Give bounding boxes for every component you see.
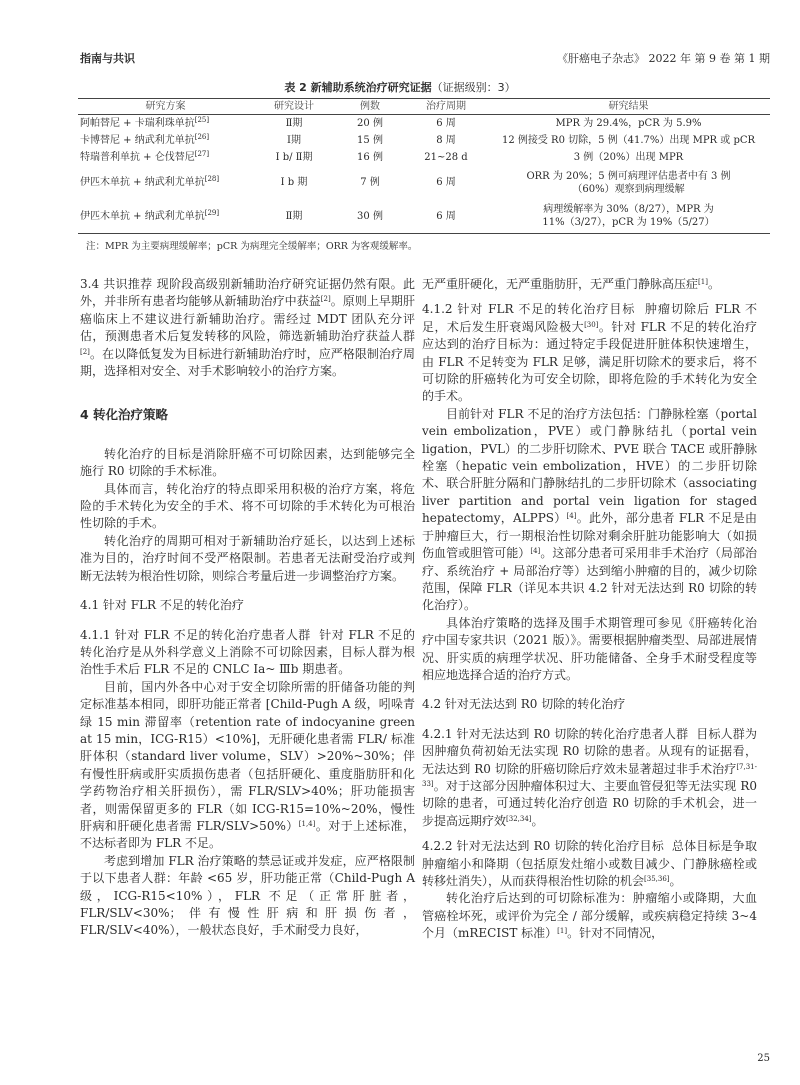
result-cell: 3 例（20%）出现 MPR <box>573 151 684 163</box>
paragraph: 转化治疗后达到的可切除标准为：肿瘤缩小或降期，大血管癌栓坏死，或评价为完全 / 部分缓解，或疾病稳定持续 3~4 个月（mRECIST 标准）[1]。针对不同情况， <box>422 891 757 941</box>
design-cell: Ⅱ期 <box>285 117 303 129</box>
page-number: 25 <box>757 1053 770 1064</box>
cases-cell: 30 例 <box>335 200 405 234</box>
scheme-cell: 阿帕替尼 + 卡瑞利珠单抗[25] <box>80 115 210 129</box>
period-cell: 21~28 d <box>424 151 468 163</box>
subsubsection-heading: 4.1.2 针对 FLR 不足的转化治疗目标 <box>422 302 636 317</box>
period-cell: 8 周 <box>436 134 456 146</box>
column-header: 研究设计 <box>253 99 335 115</box>
result-cell: 病理缓解率为 30%（8/27），MPR 为 11%（3/27），pCR 为 19%（5/27） <box>487 200 770 234</box>
paragraph: 转化治疗的目标是消除肝癌不可切除因素，达到能够完全施行 R0 切除的手术标准。 <box>80 446 415 479</box>
table-header-row <box>78 99 770 115</box>
journal-header: 《肝癌电子杂志》 2022 年 第 9 卷 第 1 期 <box>557 52 770 65</box>
paragraph: 4.2.1 针对无法达到 R0 切除的转化治疗患者人群 目标人群为因肿瘤负荷初始无法实现 R0 切除的患者。从现有的证据看，无法达到 R0 切除的肝癌切除后疗效未显著超过非手术治疗[7,31-33]。对于这部分因肿瘤体积过大、主要血管侵犯等无法实现 R0 切除的患者，可通过转化治疗创造 R0 切除的手术机会，进一步提高远期疗效[32,34]。 <box>422 726 757 828</box>
paragraph: 考虑到增加 FLR 治疗策略的禁忌证或并发症，应严格限制于以下患者人群：年龄 <65 岁，肝功能正常（Child-Pugh A 级，ICG-R15<10%），FLR 不足（正常肝脏者，FLR/SLV<30%；伴有慢性肝病和肝损伤者，FLR/SLV<40%），一般状态良好，手术耐受力良好， <box>80 853 415 938</box>
design-cell: Ⅰ期 <box>287 134 301 146</box>
paragraph: 4.1.1 针对 FLR 不足的转化治疗患者人群 针对 FLR 不足的转化治疗是从外科学意义上消除不可切除因素，目标人群为根治性手术后 FLR 不足的 CNLC Ⅰa~ Ⅲb 期患者。 <box>80 627 415 677</box>
table-row <box>78 166 770 200</box>
paragraph: 4.2.2 针对无法达到 R0 切除的转化治疗目标 总体目标是争取肿瘤缩小和降期（包括原发灶缩小或数目减少、门静脉癌栓或转移灶消失），从而获得根治性切除的机会[35,36]。 <box>422 839 757 888</box>
scheme-cell: 特瑞普利单抗 + 仑伐替尼[27] <box>80 149 210 163</box>
design-cell: Ⅱ期 <box>253 200 335 234</box>
table-row <box>78 132 770 149</box>
scheme-cell: 伊匹木单抗 + 纳武利尤单抗[28] <box>80 175 220 188</box>
paragraph: 具体治疗策略的选择及围手术期管理可参见《肝癌转化治疗中国专家共识（2021 版）》。需要根据肿瘤类型、局部进展情况、肝实质的病理学状况、肝功能储备、全身手术耐受程度等相应地选择合适的治疗方式。 <box>422 615 757 682</box>
period-cell: 6 周 <box>436 177 456 188</box>
result-cell: ORR 为 20%；5 例可病理评估患者中有 3 例（60%）观察到病理缓解 <box>526 170 731 195</box>
evidence-table <box>78 98 770 234</box>
table-row <box>78 200 770 234</box>
cases-cell: 7 例 <box>360 177 380 188</box>
table-row <box>78 149 770 166</box>
column-header: 治疗周期 <box>405 99 487 115</box>
column-header: 例数 <box>335 99 405 115</box>
subsection-heading: 4.2 针对无法达到 R0 切除的转化治疗 <box>422 697 626 712</box>
design-cell: Ⅰ b 期 <box>280 177 308 188</box>
scheme-cell: 卡博替尼 + 纳武利尤单抗[26] <box>80 132 210 146</box>
section-heading: 4 转化治疗策略 <box>80 407 169 423</box>
table-title-suffix: （证据级别：3） <box>431 81 516 94</box>
section-label: 指南与共识 <box>80 52 135 65</box>
paragraph: 转化治疗的周期可相对于新辅助治疗延长，以达到上述标准为目的，治疗时间不受严格限制。若患者无法耐受治疗或判断无法转为根治性切除，则综合考量后进一步调整治疗方案。 <box>80 533 415 583</box>
table-title-text: 表 2 新辅助系统治疗研究证据 <box>284 81 432 94</box>
table-note: 注：MPR 为主要病理缓解率；pCR 为病理完全缓解率；ORR 为客观缓解率。 <box>86 241 418 252</box>
period-cell: 6 周 <box>405 200 487 234</box>
subsubsection-heading: 4.1.1 针对 FLR 不足的转化治疗患者人群 <box>80 627 311 642</box>
table-row <box>78 115 770 132</box>
paragraph: 目前，国内外各中心对于安全切除所需的肝储备功能的判定标准基本相同，即肝功能正常者 [Child-Pugh A 级，吲哚青绿 15 min 滞留率（retention rate of indocyanine green at 15 min，ICG-R15）<10%]，无肝硬化患者需 FLR/ 标准肝体积（standard liver volume，SLV）>20%~30%；伴有慢性肝病或肝实质损伤患者（包括肝硬化、重度脂肪肝和化学药物治疗相关肝损伤），需 FLR/SLV>40%；肝功能损害者，则需保留更多的 FLR（如 ICG-R15=10%~20%，慢性肝病和肝硬化患者需 FLR/SLV>50%）[1,4]。对于上述标准，不达标者即为 FLR 不足。 <box>80 679 415 851</box>
cases-cell: 20 例 <box>357 117 383 129</box>
cases-cell: 16 例 <box>357 151 383 163</box>
scheme-cell: 伊匹木单抗 + 纳武利尤单抗[29] <box>78 200 253 234</box>
paragraph: 目前针对 FLR 不足的治疗方法包括：门静脉栓塞（portal vein embolization，PVE）或门静脉结扎（portal vein ligation，PVL）的二步肝切除术、PVE 联合 TACE 或肝静脉栓塞（hepatic vein embolization，HVE）的二步肝切除术、联合肝脏分隔和门静脉结扎的二步肝切除术（associating liver partition and portal vein ligation for staged hepatectomy，ALPPS）[4]。此外，部分患者 FLR 不足是由于肿瘤巨大，行一期根治性切除对剩余肝脏功能影响大（如损伤血管或胆管可能）[4]。这部分患者可采用非手术治疗（局部治疗、系统治疗 + 局部治疗等）达到缩小肿瘤的目的，减少切除范围，保障 FLR（详见本共识 4.2 针对无法达到 R0 切除的转化治疗）。 <box>422 406 757 613</box>
paragraph: 具体而言，转化治疗的特点即采用积极的治疗方案，将危险的手术转化为安全的手术、将不可切除的手术转化为可根治性切除的手术。 <box>80 481 415 531</box>
cases-cell: 15 例 <box>357 134 383 146</box>
paragraph: 3.4 共识推荐 现阶段高级别新辅助治疗研究证据仍然有限。此外，并非所有患者均能够从新辅助治疗中获益[2]。原则上早期肝癌临床上不建议进行新辅助治疗。需经过 MDT 团队充分评估，预测患者术后复发转移的风险，筛选新辅助治疗获益人群[2]。在以降低复发为目标进行新辅助治疗时，应严格限制治疗周期，选择相对安全、对手术影响较小的治疗方案。 <box>80 277 415 379</box>
right-column <box>422 276 757 943</box>
result-cell: MPR 为 29.4%，pCR 为 5.9% <box>555 117 702 129</box>
subsubsection-heading: 4.2.2 针对无法达到 R0 切除的转化治疗目标 <box>422 839 664 854</box>
column-header: 研究结果 <box>487 99 770 115</box>
result-cell: 12 例接受 R0 切除，5 例（41.7%）出现 MPR 或 pCR <box>501 134 756 146</box>
subsection-heading: 3.4 共识推荐 <box>80 277 153 291</box>
paragraph: 无严重肝硬化，无严重脂肪肝，无严重门静脉高压症[1]。 <box>422 277 720 291</box>
paragraph: 4.1.2 针对 FLR 不足的转化治疗目标 肿瘤切除后 FLR 不足，术后发生肝衰竭风险极大[30]。针对 FLR 不足的转化治疗应达到的治疗目标为：通过特定手段促进肝脏体积快速增生，由 FLR 不足转变为 FLR 足够，满足肝切除术的要求后，将不可切除的肝癌转化为可安全切除，即将危险的手术转化为安全的手术。 <box>422 302 757 404</box>
left-column <box>80 276 415 940</box>
subsection-heading: 4.1 针对 FLR 不足的转化治疗 <box>80 598 244 613</box>
period-cell: 6 周 <box>436 117 456 129</box>
subsubsection-heading: 4.2.1 针对无法达到 R0 切除的转化治疗患者人群 <box>422 726 689 741</box>
column-header: 研究方案 <box>78 99 253 115</box>
table-title <box>0 79 800 95</box>
design-cell: Ⅰ b/ Ⅱ期 <box>275 151 313 163</box>
